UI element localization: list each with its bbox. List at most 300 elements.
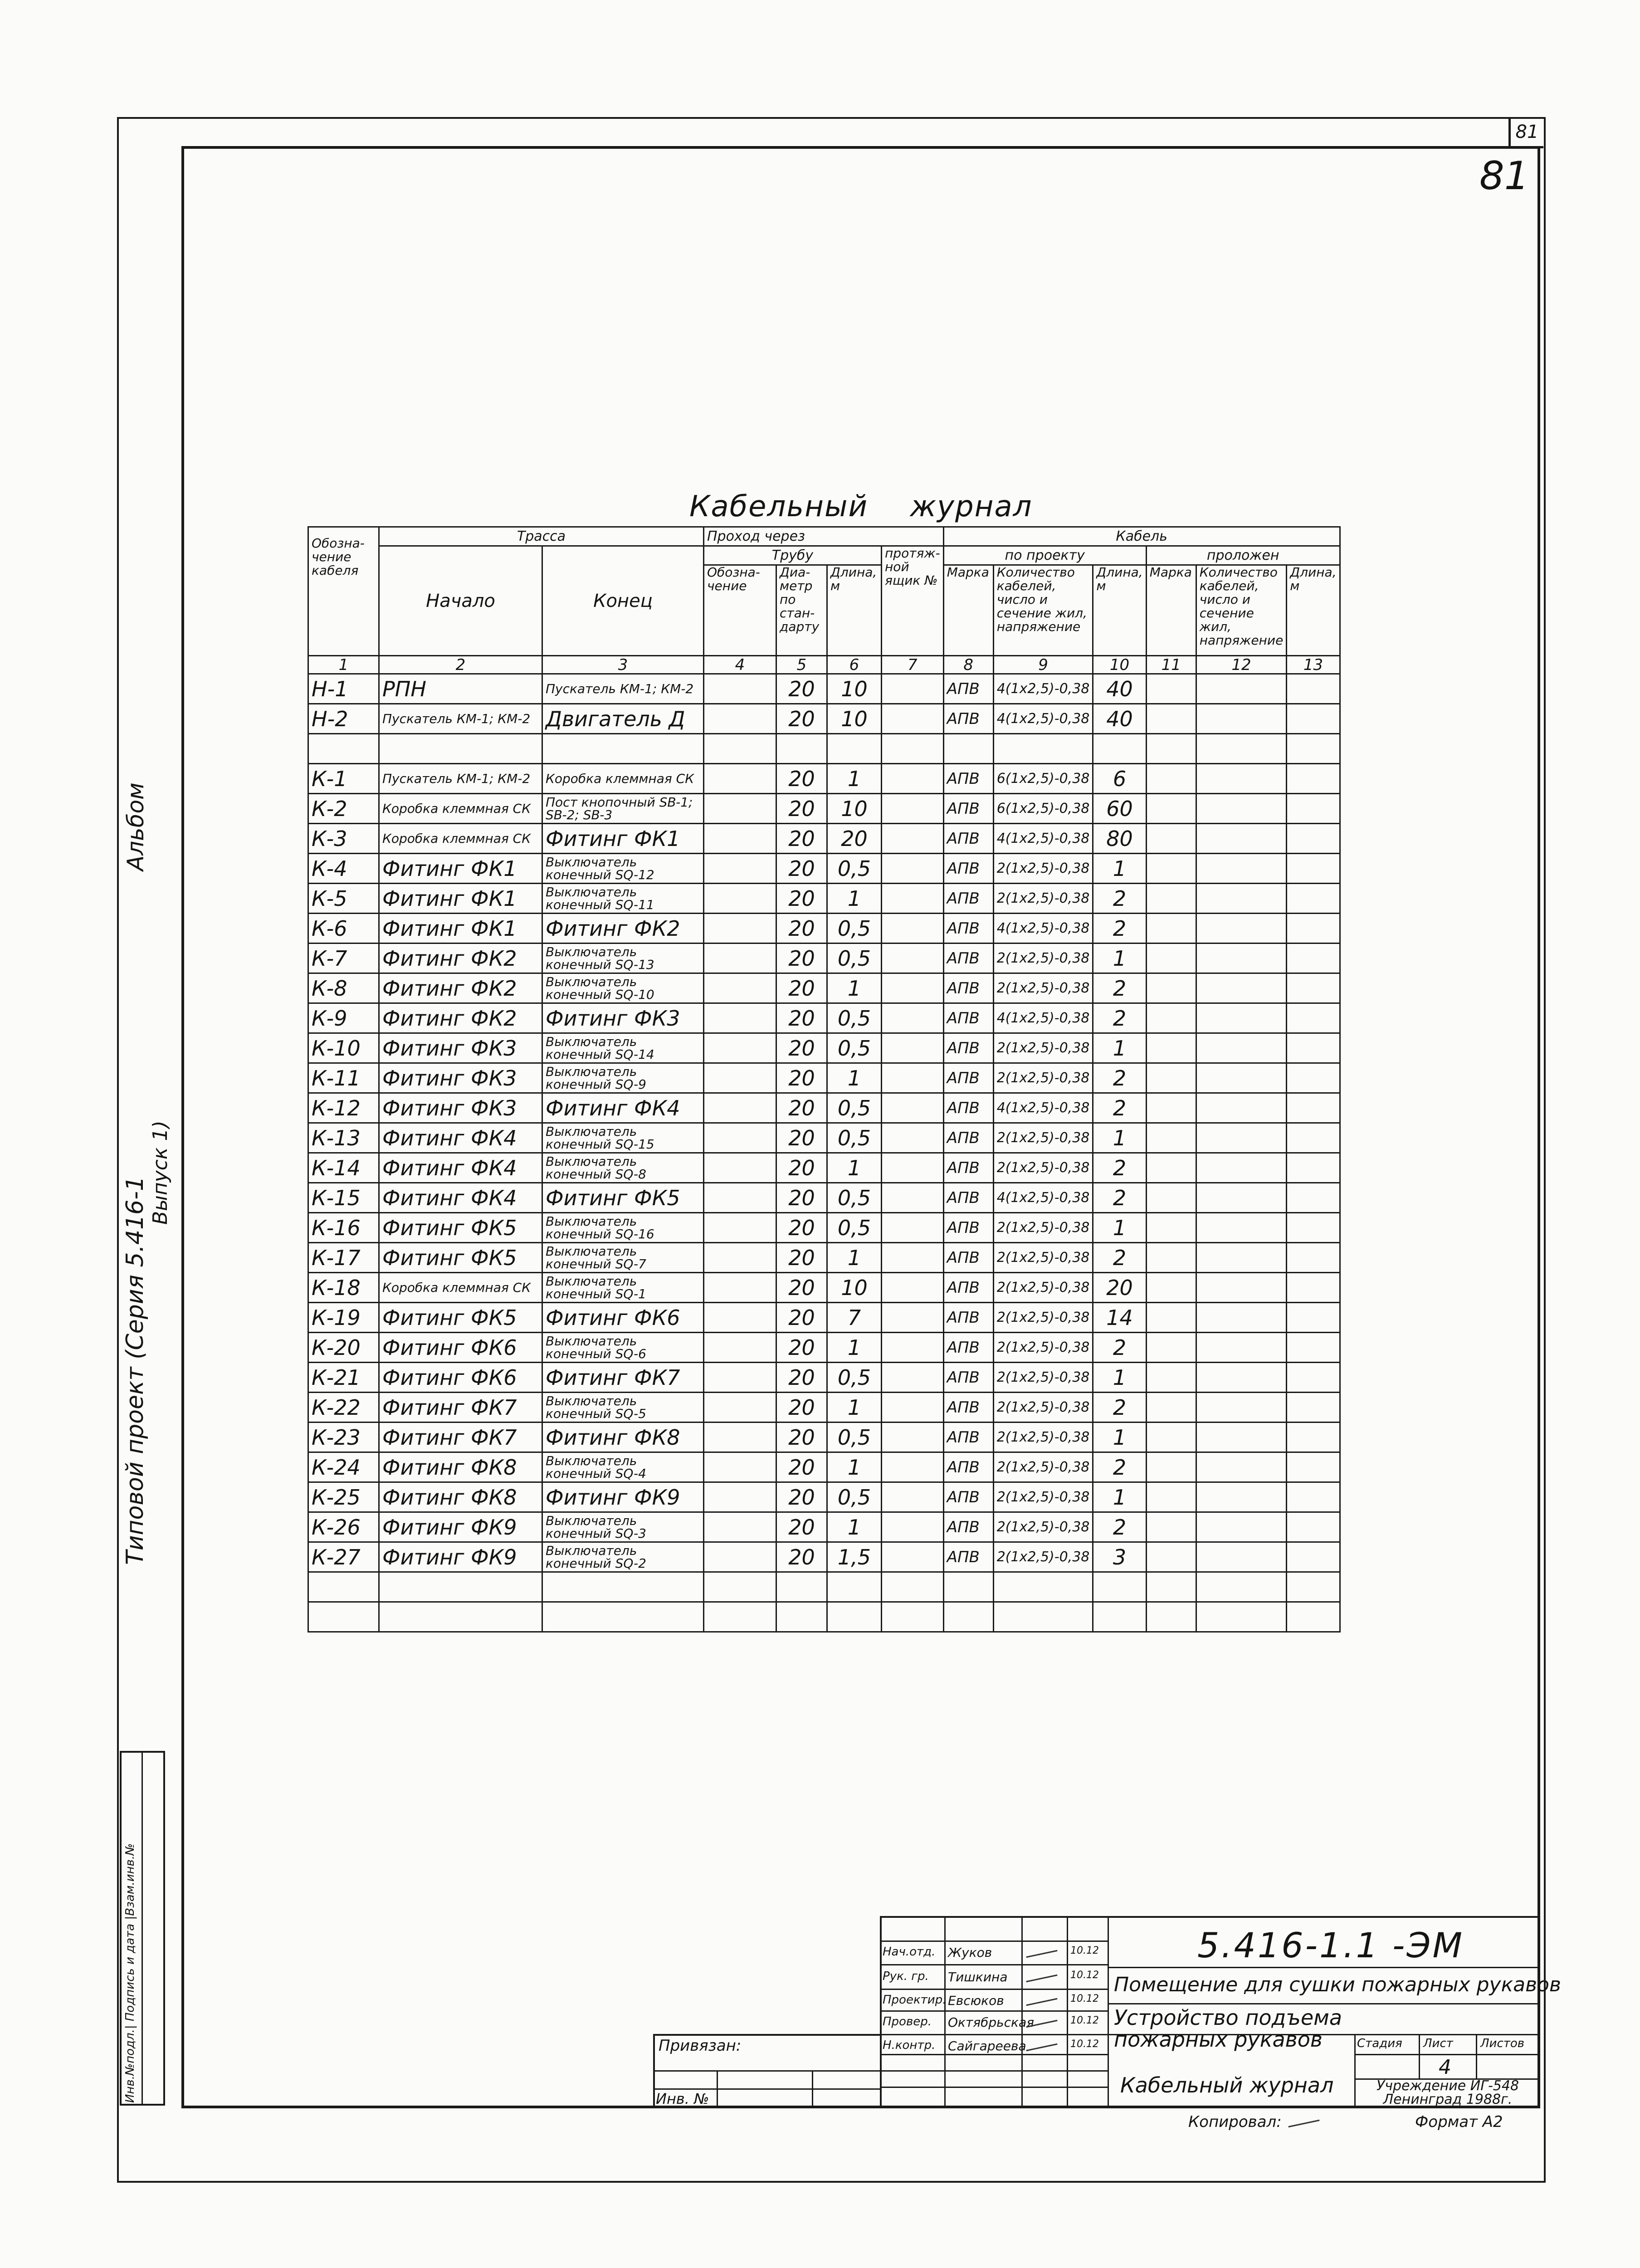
cell-designation: К-13 [308, 1123, 379, 1153]
tb-line [1067, 1916, 1068, 2108]
cell-pipe-designation [704, 1393, 776, 1422]
cell-designation: К-20 [308, 1333, 379, 1363]
cell-pipe-length: 1 [827, 1512, 882, 1542]
cell-mark: АПВ [943, 1093, 993, 1123]
header-route: Трасса [379, 527, 704, 546]
cell-cable-spec: 2(1х2,5)-0,38 [993, 1273, 1093, 1303]
cell-pipe-designation [704, 1333, 776, 1363]
cell-designation: К-19 [308, 1303, 379, 1333]
col-number: 4 [704, 656, 776, 674]
col-number: 1 [308, 656, 379, 674]
cell-qty-laid [1196, 1363, 1287, 1393]
cell-box [882, 914, 944, 943]
cell-qty-laid [1196, 1153, 1287, 1183]
cell-cable-length [1093, 1602, 1146, 1632]
cell-pipe-diameter: 20 [776, 943, 827, 973]
cell-mark-laid [1146, 1363, 1196, 1393]
tb-line [880, 1964, 1108, 1965]
cell-pipe-diameter: 20 [776, 973, 827, 1003]
cell-pipe-designation [704, 704, 776, 734]
cell-cable-length: 2 [1093, 1093, 1146, 1123]
cell-start: Пускатель КМ-1; КМ-2 [379, 764, 542, 794]
cell-mark-laid [1146, 1333, 1196, 1363]
cell-start: Фитинг ФК3 [379, 1093, 542, 1123]
tb-line [1108, 1967, 1540, 1968]
cell-pipe-diameter: 20 [776, 1482, 827, 1512]
cell-qty-laid [1196, 734, 1287, 764]
cell-pipe-designation [704, 854, 776, 884]
cell-qty-laid [1196, 1482, 1287, 1512]
cell-box [882, 1393, 944, 1422]
cell-pipe-designation [704, 1003, 776, 1033]
cell-pipe-diameter: 20 [776, 1033, 827, 1063]
cell-box [882, 1452, 944, 1482]
cell-pipe-designation [704, 1303, 776, 1333]
cell-mark: АПВ [943, 674, 993, 704]
cell-end: Фитинг ФК8 [542, 1422, 704, 1452]
cell-box [882, 1482, 944, 1512]
cell-box [882, 1063, 944, 1093]
cell-mark-laid [1146, 734, 1196, 764]
cell-cable-length: 1 [1093, 854, 1146, 884]
cell-start: Фитинг ФК2 [379, 1003, 542, 1033]
cell-start: Фитинг ФК9 [379, 1512, 542, 1542]
cell-mark-laid [1146, 1393, 1196, 1422]
cell-pipe-designation [704, 1183, 776, 1213]
col-number: 5 [776, 656, 827, 674]
signature-date: 10.12 [1070, 1945, 1099, 1956]
tb-line [880, 2010, 1108, 2012]
cell-cable-spec: 2(1х2,5)-0,38 [993, 1422, 1093, 1452]
cell-designation: К-21 [308, 1363, 379, 1393]
cell-end [542, 1572, 704, 1602]
table-row [308, 1363, 1340, 1393]
cell-box [882, 794, 944, 824]
cell-mark: АПВ [943, 1063, 993, 1093]
cell-box [882, 1512, 944, 1542]
signature-date: 10.12 [1070, 2015, 1099, 2026]
header-end: Конец [542, 546, 704, 656]
header-pipe-length: Длина, м [827, 565, 882, 656]
cell-cable-spec: 2(1х2,5)-0,38 [993, 1512, 1093, 1542]
cell-qty-laid [1196, 1033, 1287, 1063]
cell-box [882, 884, 944, 914]
cell-end: Выключатель конечный SQ-12 [542, 854, 704, 884]
cell-cable-length: 60 [1093, 794, 1146, 824]
cell-end: Выключатель конечный SQ-6 [542, 1333, 704, 1363]
table-row [308, 854, 1340, 884]
cell-mark-laid [1146, 704, 1196, 734]
cell-pipe-length: 0,5 [827, 1123, 882, 1153]
cell-pipe-designation [704, 1422, 776, 1452]
table-row [308, 1572, 1340, 1602]
signature-date: 10.12 [1070, 1993, 1099, 2004]
cell-cable-spec: 2(1х2,5)-0,38 [993, 1033, 1093, 1063]
cell-mark-laid [1146, 1153, 1196, 1183]
table-row [308, 1183, 1340, 1213]
cell-length-laid [1287, 1333, 1340, 1363]
cell-cable-length: 1 [1093, 943, 1146, 973]
cell-end: Выключатель конечный SQ-9 [542, 1063, 704, 1093]
cell-cable-spec: 2(1х2,5)-0,38 [993, 1153, 1093, 1183]
cell-pipe-length [827, 1572, 882, 1602]
col-number: 8 [943, 656, 993, 674]
cell-pipe-length: 0,5 [827, 1183, 882, 1213]
cell-pipe-diameter: 20 [776, 824, 827, 854]
cell-qty-laid [1196, 1393, 1287, 1422]
cell-pipe-designation [704, 764, 776, 794]
cell-pipe-length: 10 [827, 1273, 882, 1303]
signature-role: Провер. [883, 2015, 932, 2028]
signature-date: 10.12 [1070, 1970, 1099, 1981]
cell-cable-length: 6 [1093, 764, 1146, 794]
cell-end: Фитинг ФК2 [542, 914, 704, 943]
cell-cable-spec: 4(1х2,5)-0,38 [993, 1093, 1093, 1123]
cell-end: Фитинг ФК4 [542, 1093, 704, 1123]
cell-pipe-designation [704, 1363, 776, 1393]
tb-line [653, 2088, 882, 2090]
tb-line [944, 1916, 946, 2108]
cell-designation [308, 1572, 379, 1602]
col-number: 9 [993, 656, 1093, 674]
cell-pipe-diameter: 20 [776, 704, 827, 734]
table-row [308, 1123, 1340, 1153]
cell-start: РПН [379, 674, 542, 704]
page-number: 81 [1479, 153, 1529, 199]
cell-length-laid [1287, 1482, 1340, 1512]
signature-role: Н.контр. [883, 2038, 936, 2052]
cell-end: Выключатель конечный SQ-10 [542, 973, 704, 1003]
cell-pipe-length: 7 [827, 1303, 882, 1333]
cell-start: Фитинг ФК1 [379, 854, 542, 884]
cell-cable-spec: 4(1х2,5)-0,38 [993, 1183, 1093, 1213]
cell-qty-laid [1196, 1542, 1287, 1572]
cell-end: Выключатель конечный SQ-2 [542, 1542, 704, 1572]
table-row [308, 674, 1340, 704]
cell-length-laid [1287, 1123, 1340, 1153]
cell-length-laid [1287, 674, 1340, 704]
cell-cable-spec: 2(1х2,5)-0,38 [993, 1393, 1093, 1422]
cell-pipe-length: 1 [827, 1153, 882, 1183]
col-number: 12 [1196, 656, 1287, 674]
cell-start: Фитинг ФК8 [379, 1452, 542, 1482]
cell-pipe-length: 0,5 [827, 854, 882, 884]
cell-designation: К-25 [308, 1482, 379, 1512]
cell-mark: АПВ [943, 1482, 993, 1512]
cell-cable-spec: 2(1х2,5)-0,38 [993, 1213, 1093, 1243]
cell-mark: АПВ [943, 1003, 993, 1033]
table-row [308, 1273, 1340, 1303]
cell-box [882, 1542, 944, 1572]
cell-cable-spec: 2(1х2,5)-0,38 [993, 973, 1093, 1003]
tb-line [1354, 2034, 1356, 2108]
header-length: Длина, м [1093, 565, 1146, 656]
col-number: 13 [1287, 656, 1340, 674]
cell-length-laid [1287, 704, 1340, 734]
cell-mark: АПВ [943, 1273, 993, 1303]
table-row [308, 914, 1340, 943]
tb-line [880, 2070, 1108, 2072]
cell-designation: К-18 [308, 1273, 379, 1303]
header-cable: Кабель [943, 527, 1340, 546]
sheet-value: 4 [1439, 2056, 1451, 2079]
cell-cable-spec: 4(1х2,5)-0,38 [993, 704, 1093, 734]
cell-length-laid [1287, 1422, 1340, 1452]
cell-mark-laid [1146, 1033, 1196, 1063]
stamp-divider [142, 1751, 143, 2106]
cell-length-laid [1287, 1213, 1340, 1243]
cell-mark-laid [1146, 854, 1196, 884]
sheets-label: Листов [1480, 2037, 1525, 2050]
cell-designation: К-27 [308, 1542, 379, 1572]
cell-cable-spec: 2(1х2,5)-0,38 [993, 854, 1093, 884]
cell-start [379, 734, 542, 764]
cell-designation: К-23 [308, 1422, 379, 1452]
cell-length-laid [1287, 1093, 1340, 1123]
cell-mark-laid [1146, 1303, 1196, 1333]
cell-qty-laid [1196, 1602, 1287, 1632]
cell-pipe-diameter: 20 [776, 1422, 827, 1452]
cell-pipe-length: 0,5 [827, 1482, 882, 1512]
cell-start [379, 1572, 542, 1602]
cell-cable-length: 1 [1093, 1363, 1146, 1393]
cell-start: Фитинг ФК3 [379, 1033, 542, 1063]
cell-pipe-designation [704, 824, 776, 854]
cell-length-laid [1287, 1153, 1340, 1183]
cell-cable-length: 20 [1093, 1273, 1146, 1303]
tb-line [880, 1989, 1108, 1990]
cell-cable-spec: 2(1х2,5)-0,38 [993, 884, 1093, 914]
cell-pipe-designation [704, 734, 776, 764]
album-label: Альбом [122, 782, 149, 871]
cell-pipe-diameter [776, 734, 827, 764]
cell-pipe-diameter: 20 [776, 1153, 827, 1183]
cell-pipe-designation [704, 1093, 776, 1123]
cell-start: Фитинг ФК4 [379, 1153, 542, 1183]
cell-box [882, 1153, 944, 1183]
cell-designation: К-4 [308, 854, 379, 884]
cell-box [882, 1333, 944, 1363]
header-qty: Количество кабелей, число и сечение жил, напряжение [993, 565, 1093, 656]
cell-mark-laid [1146, 1273, 1196, 1303]
cell-box [882, 764, 944, 794]
cell-end: Коробка клеммная СК [542, 764, 704, 794]
cell-pipe-length: 0,5 [827, 1363, 882, 1393]
cell-box [882, 1003, 944, 1033]
cell-start: Фитинг ФК8 [379, 1482, 542, 1512]
cell-mark-laid [1146, 1542, 1196, 1572]
cell-box [882, 1422, 944, 1452]
cell-mark-laid [1146, 1213, 1196, 1243]
sheet-name: Кабельный журнал [1120, 2073, 1334, 2097]
cell-mark: АПВ [943, 1243, 993, 1273]
signature-role: Рук. гр. [883, 1970, 929, 1983]
cell-pipe-diameter: 20 [776, 1512, 827, 1542]
cell-start: Фитинг ФК5 [379, 1243, 542, 1273]
cell-pipe-diameter: 20 [776, 914, 827, 943]
header-mark: Марка [943, 565, 993, 656]
header-mark-laid: Марка [1146, 565, 1196, 656]
table-row [308, 1482, 1340, 1512]
cell-pipe-length: 10 [827, 794, 882, 824]
cell-mark: АПВ [943, 1303, 993, 1333]
cell-cable-length: 2 [1093, 1243, 1146, 1273]
cell-end: Выключатель конечный SQ-11 [542, 884, 704, 914]
cell-designation: К-12 [308, 1093, 379, 1123]
cell-mark-laid [1146, 1183, 1196, 1213]
cell-box [882, 943, 944, 973]
cell-pipe-length: 20 [827, 824, 882, 854]
cell-box [882, 824, 944, 854]
cell-length-laid [1287, 1452, 1340, 1482]
cell-pipe-diameter: 20 [776, 1542, 827, 1572]
cell-pipe-diameter: 20 [776, 764, 827, 794]
cell-mark: АПВ [943, 1123, 993, 1153]
cell-mark-laid [1146, 914, 1196, 943]
cell-cable-spec: 2(1х2,5)-0,38 [993, 1243, 1093, 1273]
table-row [308, 794, 1340, 824]
col-number: 3 [542, 656, 704, 674]
cell-pipe-length: 10 [827, 674, 882, 704]
cell-pipe-diameter: 20 [776, 1003, 827, 1033]
cell-pipe-designation [704, 914, 776, 943]
cell-mark [943, 1602, 993, 1632]
cell-pipe-diameter: 20 [776, 1333, 827, 1363]
table-row [308, 943, 1340, 973]
cell-pipe-diameter [776, 1602, 827, 1632]
tb-line [1108, 2003, 1540, 2004]
cell-qty-laid [1196, 824, 1287, 854]
cell-cable-spec: 2(1х2,5)-0,38 [993, 1333, 1093, 1363]
cell-designation: К-15 [308, 1183, 379, 1213]
cell-box [882, 1123, 944, 1153]
cell-qty-laid [1196, 1512, 1287, 1542]
series-label: Типовой проект (Серия 5.416-1 [122, 1176, 149, 1565]
cell-mark: АПВ [943, 1512, 993, 1542]
cell-designation: К-9 [308, 1003, 379, 1033]
cell-pipe-length: 1,5 [827, 1542, 882, 1572]
cell-start: Фитинг ФК7 [379, 1422, 542, 1452]
cell-cable-spec: 6(1х2,5)-0,38 [993, 764, 1093, 794]
col-number: 10 [1093, 656, 1146, 674]
cell-end: Выключатель конечный SQ-15 [542, 1123, 704, 1153]
cell-cable-length: 2 [1093, 914, 1146, 943]
cell-length-laid [1287, 854, 1340, 884]
cell-qty-laid [1196, 1093, 1287, 1123]
cell-qty-laid [1196, 973, 1287, 1003]
cell-end: Фитинг ФК9 [542, 1482, 704, 1512]
cell-designation: К-17 [308, 1243, 379, 1273]
table-row [308, 1213, 1340, 1243]
cell-mark: АПВ [943, 854, 993, 884]
col-number: 11 [1146, 656, 1196, 674]
cell-end: Выключатель конечный SQ-14 [542, 1033, 704, 1063]
cell-mark: АПВ [943, 914, 993, 943]
tb-line [1476, 2034, 1477, 2078]
cell-start: Фитинг ФК7 [379, 1393, 542, 1422]
cell-cable-length: 2 [1093, 1512, 1146, 1542]
stamp-text: Инв.№подл.| Подпись и дата |Взам.инв.№ [123, 1843, 137, 2103]
cell-mark-laid [1146, 674, 1196, 704]
inventory-label: Инв. № [656, 2090, 709, 2107]
signature-name: Жуков [948, 1945, 992, 1960]
table-row [308, 1333, 1340, 1363]
tb-line [1108, 1916, 1109, 2108]
cell-pipe-designation [704, 794, 776, 824]
cell-qty-laid [1196, 1243, 1287, 1273]
cell-mark-laid [1146, 1093, 1196, 1123]
table-row [308, 1033, 1340, 1063]
cell-mark-laid [1146, 1572, 1196, 1602]
cell-start: Фитинг ФК6 [379, 1333, 542, 1363]
tb-line [1419, 2034, 1420, 2078]
cell-designation: К-3 [308, 824, 379, 854]
cell-length-laid [1287, 794, 1340, 824]
cell-length-laid [1287, 1602, 1340, 1632]
cell-pipe-designation [704, 1273, 776, 1303]
cell-end: Выключатель конечный SQ-7 [542, 1243, 704, 1273]
cell-start [379, 1602, 542, 1632]
copied-label: Копировал: [1188, 2113, 1282, 2131]
cell-mark-laid [1146, 1243, 1196, 1273]
cell-pipe-length: 0,5 [827, 943, 882, 973]
cell-length-laid [1287, 734, 1340, 764]
cell-pipe-length: 0,5 [827, 1213, 882, 1243]
col-number: 7 [882, 656, 944, 674]
cell-pipe-length: 1 [827, 1333, 882, 1363]
cell-cable-length: 1 [1093, 1482, 1146, 1512]
cell-pipe-diameter: 20 [776, 1183, 827, 1213]
cell-cable-spec: 4(1х2,5)-0,38 [993, 914, 1093, 943]
cell-length-laid [1287, 1273, 1340, 1303]
cell-designation: К-26 [308, 1512, 379, 1542]
cell-pipe-designation [704, 1452, 776, 1482]
cell-designation: К-24 [308, 1452, 379, 1482]
header-pipe-designation: Обозна-чение [704, 565, 776, 656]
cell-cable-length: 2 [1093, 1393, 1146, 1422]
cell-cable-spec [993, 734, 1093, 764]
cell-end: Выключатель конечный SQ-4 [542, 1452, 704, 1482]
tb-line [1021, 1916, 1023, 2108]
signature-name: Сайгареева [948, 2038, 1026, 2053]
cell-start: Фитинг ФК4 [379, 1123, 542, 1153]
cell-pipe-length [827, 1602, 882, 1632]
cell-cable-length: 2 [1093, 884, 1146, 914]
cell-end: Пост кнопочный SB-1; SB-2; SB-3 [542, 794, 704, 824]
cell-pipe-diameter: 20 [776, 1123, 827, 1153]
cell-pipe-diameter: 20 [776, 794, 827, 824]
cell-pipe-diameter: 20 [776, 1303, 827, 1333]
cell-mark: АПВ [943, 1183, 993, 1213]
cell-mark-laid [1146, 1003, 1196, 1033]
cell-cable-length: 1 [1093, 1123, 1146, 1153]
cell-box [882, 1033, 944, 1063]
cell-length-laid [1287, 943, 1340, 973]
cell-qty-laid [1196, 1213, 1287, 1243]
table-row [308, 1512, 1340, 1542]
cell-designation: К-8 [308, 973, 379, 1003]
cell-designation: К-10 [308, 1033, 379, 1063]
signature-name: Евсюков [948, 1993, 1004, 2008]
cell-pipe-designation [704, 1482, 776, 1512]
cell-qty-laid [1196, 943, 1287, 973]
cell-pipe-length: 0,5 [827, 914, 882, 943]
cell-designation: К-2 [308, 794, 379, 824]
header-pipe-diameter: Диа-метр по стан-дарту [776, 565, 827, 656]
col-number: 2 [379, 656, 542, 674]
cell-mark: АПВ [943, 1153, 993, 1183]
cell-mark: АПВ [943, 824, 993, 854]
